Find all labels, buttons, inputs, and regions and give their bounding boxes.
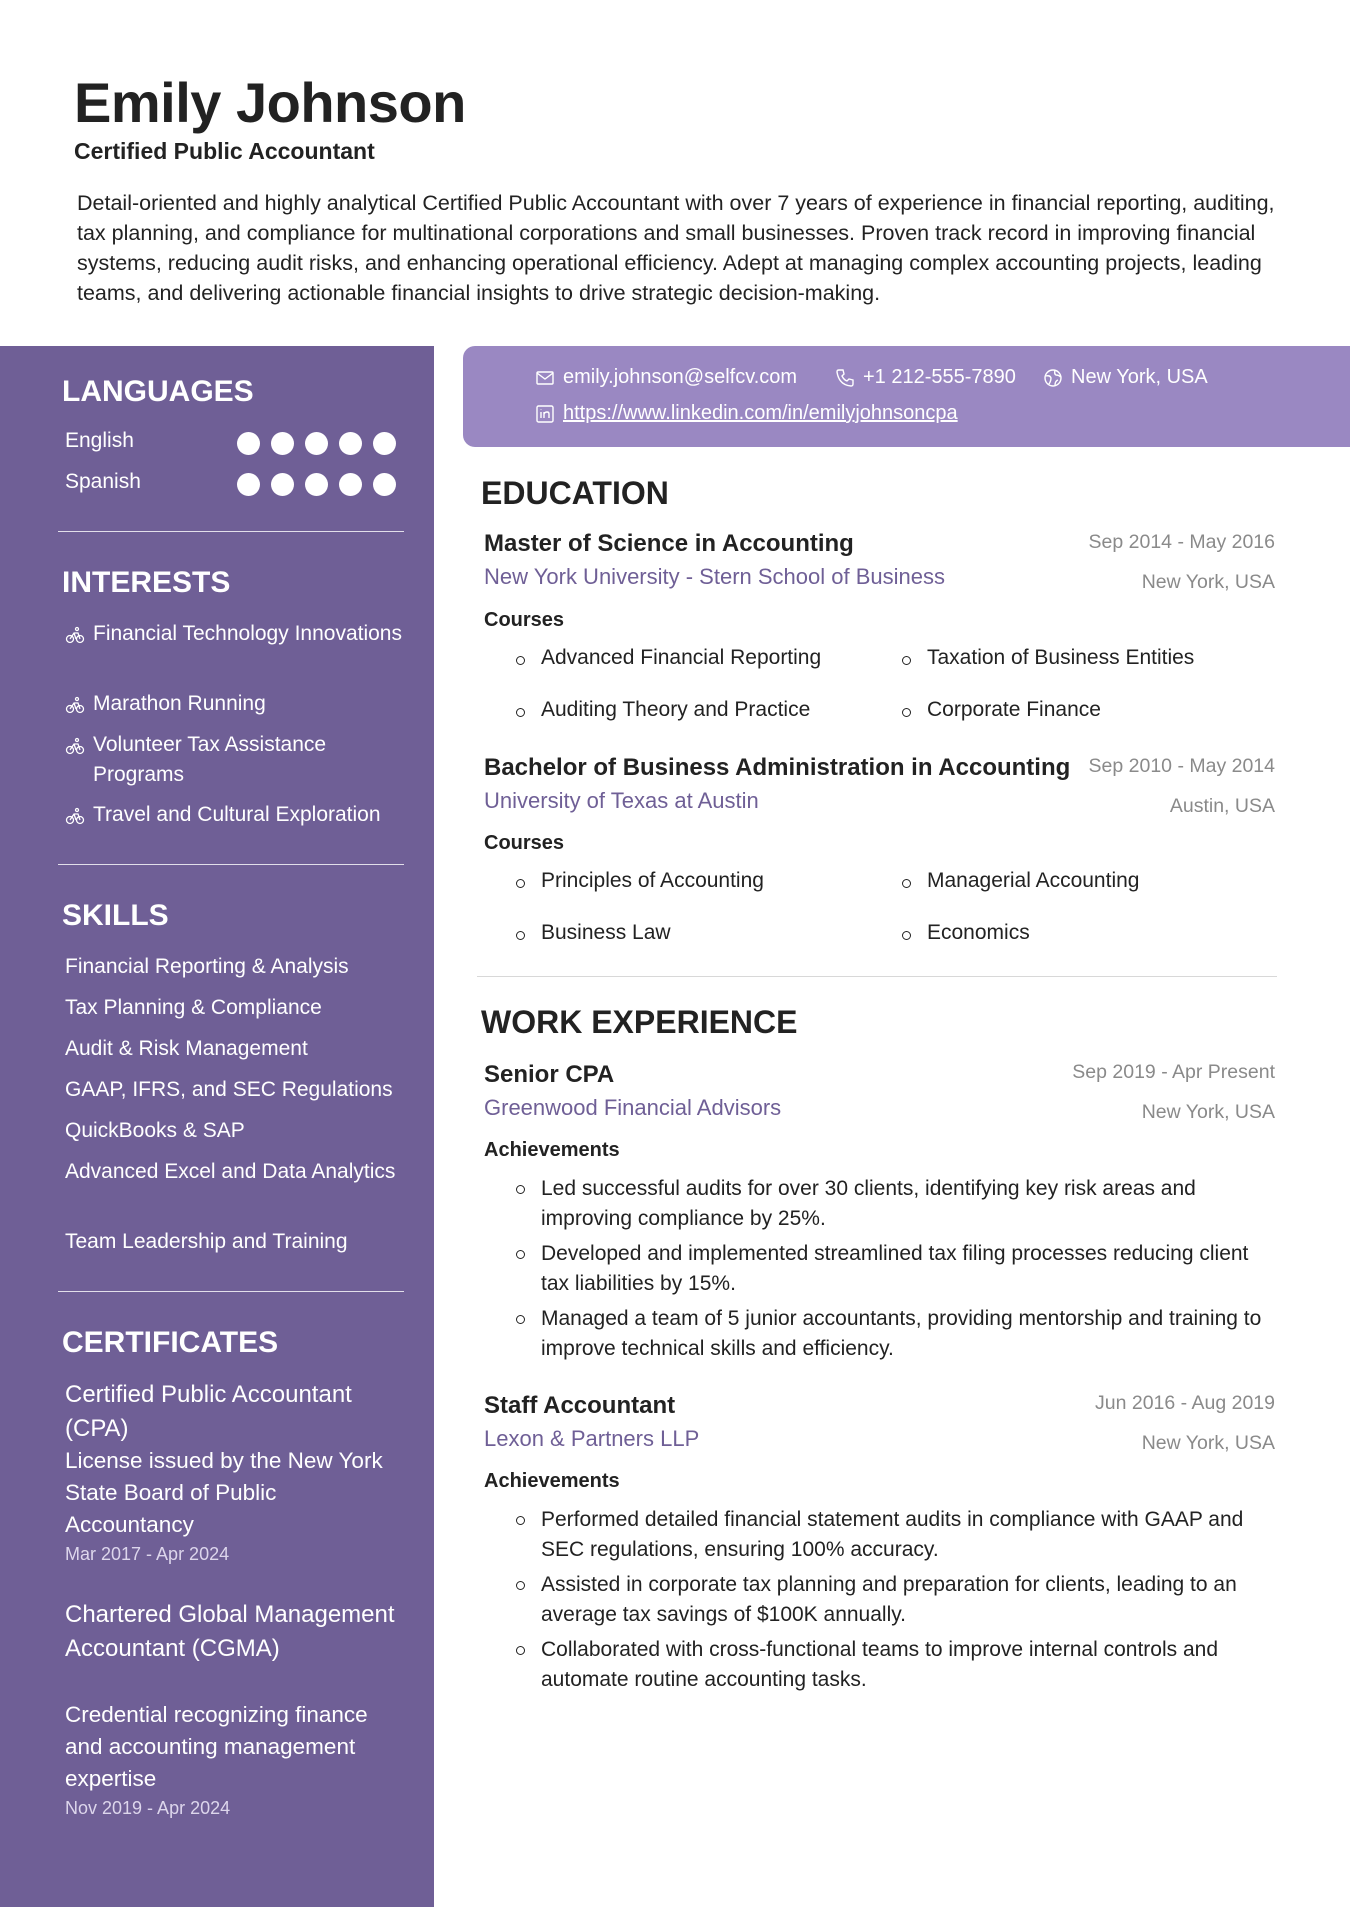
achievements-label: Achievements [484,1139,620,1161]
level-dot [339,432,362,455]
cycling-icon [65,625,85,645]
contact-email[interactable] [535,366,797,389]
job-role: Senior CPA [484,1061,615,1088]
language-name: Spanish [65,470,141,493]
course-item: Principles of Accounting [516,869,764,893]
language-level [237,432,396,455]
course-item: Corporate Finance [902,698,1101,722]
certificates-heading: CERTIFICATES [62,1326,279,1359]
interest-label: Travel and Cultural Exploration [93,803,381,826]
job-location: New York, USA [1141,1101,1275,1123]
achievement-item: Performed detailed financial statement audits in compliance with GAAP and SEC regulations, ensuring 100% accuracy. [516,1505,1276,1565]
skills-heading: SKILLS [62,899,169,932]
certificate-name: Certified Public Accountant (CPA) [65,1381,352,1442]
level-dot [339,473,362,496]
education-dates: Sep 2010 - May 2014 [1088,755,1275,777]
interest-label: Financial Technology Innovations [93,622,402,645]
section-divider [58,1291,404,1292]
achievement-item: Assisted in corporate tax planning and preparation for clients, leading to an average tax savings of $100K annually. [516,1570,1276,1630]
language-row [65,429,405,459]
skill-item: GAAP, IFRS, and SEC Regulations [65,1078,393,1101]
skill-item: Financial Reporting & Analysis [65,955,349,978]
company-name: Greenwood Financial Advisors [484,1095,782,1120]
education-heading: EDUCATION [481,475,669,511]
skill-item: QuickBooks & SAP [65,1119,245,1142]
certificate-name: Chartered Global Management Accountant (CGMA) [65,1601,395,1662]
achievement-item: Developed and implemented streamlined tax filing processes reducing client tax liabilities by 15%. [516,1239,1276,1299]
language-name: English [65,429,134,452]
skill-item: Audit & Risk Management [65,1037,308,1060]
skill-item: Advanced Excel and Data Analytics [65,1160,396,1183]
language-level [237,473,396,496]
profile-summary: Detail-oriented and highly analytical Certified Public Accountant with over 7 years of experience in financial reporting, auditing, tax planning, and compliance for multinational corporations and small businesses. Proven track record in improving financial systems, reducing audit risks, and enhancing operational efficiency. Adept at managing complex accounting projects, leading teams, and delivering actionable financial insights to drive strategic decision-making. [77,191,1275,305]
phone-text: +1 212-555-7890 [863,366,1016,388]
globe-icon [1043,368,1063,388]
resume-header [0,0,1350,346]
level-dot [373,473,396,496]
email-text: emily.johnson@selfcv.com [563,366,798,388]
certificate-description: Credential recognizing finance and accounting management expertise [65,1702,368,1791]
school-name: University of Texas at Austin [484,788,759,813]
course-item: Advanced Financial Reporting [516,646,821,670]
linkedin-icon [535,404,555,424]
achievement-item: Led successful audits for over 30 clients, identifying key risk areas and improving compliance by 25%. [516,1174,1276,1234]
level-dot [271,432,294,455]
skill-item: Team Leadership and Training [65,1230,348,1253]
level-dot [305,432,328,455]
contact-phone[interactable] [835,366,1016,389]
level-dot [373,432,396,455]
language-row [65,470,405,500]
candidate-title: Certified Public Accountant [74,138,375,164]
sidebar [0,346,434,1907]
experience-heading: WORK EXPERIENCE [481,1004,798,1040]
linkedin-link[interactable]: https://www.linkedin.com/in/emilyjohnsoncpa [563,402,958,424]
cycling-icon [65,736,85,756]
education-location: New York, USA [1141,571,1275,593]
school-name: New York University - Stern School of Business [484,564,945,589]
contact-location [1043,366,1208,389]
job-dates: Sep 2019 - Apr Present [1072,1061,1275,1083]
level-dot [305,473,328,496]
education-dates: Sep 2014 - May 2016 [1088,531,1275,553]
courses-label: Courses [484,832,565,854]
section-divider [58,531,404,532]
languages-heading: LANGUAGES [62,375,254,408]
section-divider [477,976,1277,977]
course-item: Auditing Theory and Practice [516,698,810,722]
certificate-dates: Mar 2017 - Apr 2024 [65,1544,230,1564]
company-name: Lexon & Partners LLP [484,1426,700,1451]
course-item: Managerial Accounting [902,869,1139,893]
level-dot [237,432,260,455]
education-location: Austin, USA [1169,795,1275,817]
interest-label: Volunteer Tax Assistance Programs [93,733,327,786]
interest-label: Marathon Running [93,692,266,715]
section-divider [58,864,404,865]
mail-icon [535,368,555,388]
achievement-item: Managed a team of 5 junior accountants, providing mentorship and training to improve technical skills and efficiency. [516,1304,1276,1364]
level-dot [237,473,260,496]
contact-bar [463,346,1350,447]
course-item: Economics [902,921,1030,945]
interests-heading: INTERESTS [62,566,231,599]
degree-title: Master of Science in Accounting [484,530,854,557]
level-dot [271,473,294,496]
cycling-icon [65,695,85,715]
course-item: Business Law [516,921,671,945]
job-location: New York, USA [1141,1432,1275,1454]
courses-label: Courses [484,609,565,631]
certificate-dates: Nov 2019 - Apr 2024 [65,1798,231,1818]
degree-title: Bachelor of Business Administration in Accounting [484,754,1071,781]
achievements-label: Achievements [484,1470,620,1492]
phone-icon [835,368,855,388]
cycling-icon [65,806,85,826]
contact-linkedin[interactable] [535,402,958,425]
achievement-item: Collaborated with cross-functional teams to improve internal controls and automate routine accounting tasks. [516,1635,1276,1695]
course-item: Taxation of Business Entities [902,646,1194,670]
job-role: Staff Accountant [484,1392,676,1419]
location-text: New York, USA [1071,366,1208,388]
job-dates: Jun 2016 - Aug 2019 [1095,1392,1275,1414]
skill-item: Tax Planning & Compliance [65,996,322,1019]
candidate-name: Emily Johnson [74,71,466,134]
certificate-description: License issued by the New York State Board of Public Accountancy [65,1448,383,1537]
